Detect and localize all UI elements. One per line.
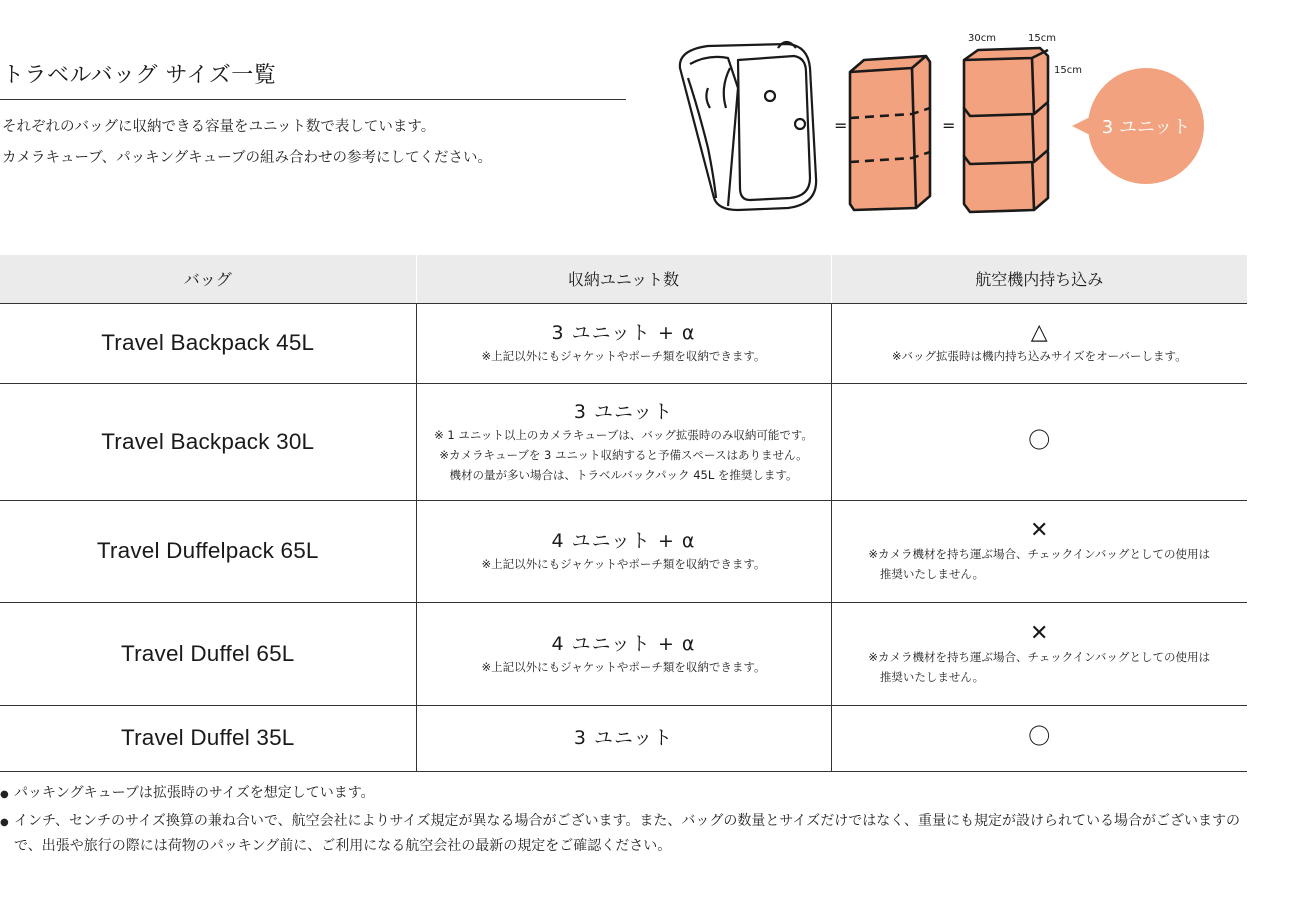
carry-on-symbol: 〇 (1028, 725, 1051, 750)
equals-sign: = (834, 116, 848, 135)
carry-on-note-line: ※カメラ機材を持ち運ぶ場合、チェックインバッグとしての使用は (868, 649, 1211, 664)
bag-name: Travel Backpack 45L (101, 330, 315, 355)
carry-on-symbol: △ (1030, 320, 1048, 345)
table-row (0, 500, 1247, 602)
table-row (0, 705, 1247, 771)
units-cell (416, 500, 831, 602)
dimension-label-width: 30cm (968, 33, 996, 44)
bag-name: Travel Duffelpack 65L (96, 538, 319, 563)
tall-cube-icon (850, 56, 930, 210)
dimension-label-depth: 15cm (1028, 33, 1056, 44)
carry-on-symbol: 〇 (1028, 428, 1051, 454)
unit-count: 4 ユニット + α (551, 530, 696, 552)
stacked-cubes-icon (964, 48, 1048, 212)
unit-count: 3 ユニット (573, 400, 674, 423)
unit-count: 3 ユニット + α (551, 322, 696, 344)
unit-count: 4 ユニット + α (551, 632, 696, 655)
unit-note: ※カメラキューブを 3 ユニット収納すると予備スペースはありません。 (439, 447, 808, 462)
units-cell (416, 303, 831, 383)
bag-name: Travel Duffel 35L (121, 725, 295, 750)
bag-cell (0, 383, 416, 500)
carry-on-note: ※バッグ拡張時は機内持ち込みサイズをオーバーします。 (891, 349, 1187, 363)
bag-name: Travel Backpack 30L (101, 428, 315, 454)
carry-on-cell (831, 602, 1247, 705)
carry-on-note-line: 推奨いたしません。 (868, 669, 985, 684)
units-cell (416, 602, 831, 705)
carry-on-note (868, 544, 1210, 584)
intro-line: カメラキューブ、パッキングキューブの組み合わせの参考にしてください。 (2, 150, 492, 166)
unit-note: ※ 1 ユニット以上のカメラキューブは、バッグ拡張時のみ収納可能です。 (434, 427, 813, 442)
unit-note: ※上記以外にもジャケットやポーチ類を収納できます。 (481, 659, 766, 674)
equals-sign: = (942, 116, 956, 135)
intro-line: それぞれのバッグに収納できる容量をユニット数で表しています。 (2, 119, 436, 135)
carry-on-note-line: 推奨いたしません。 (868, 567, 985, 581)
unit-badge-label: 3 ユニット (1101, 117, 1191, 138)
intro-text (2, 112, 492, 174)
unit-count: 3 ユニット (573, 727, 674, 749)
carry-on-cell (831, 705, 1247, 771)
column-header-bag: バッグ (0, 255, 416, 303)
footnotes (0, 781, 1260, 861)
title-divider (0, 99, 626, 100)
units-cell (416, 383, 831, 500)
unit-note: 機材の量が多い場合は、トラベルバックパック 45L を推奨します。 (449, 467, 798, 482)
unit-note: ※上記以外にもジャケットやポーチ類を収納できます。 (481, 557, 766, 571)
bag-cell (0, 500, 416, 602)
carry-on-cell (831, 303, 1247, 383)
carry-on-symbol: ✕ (1030, 620, 1049, 646)
column-header-carry-on: 航空機内持ち込み (831, 255, 1247, 303)
unit-illustration (668, 28, 1228, 218)
carry-on-note (868, 647, 1210, 687)
footnote-text: パッキングキューブは拡張時のサイズを想定しています。 (14, 785, 375, 801)
bag-cell (0, 705, 416, 771)
table-row (0, 602, 1247, 705)
bag-name: Travel Duffel 65L (121, 640, 295, 666)
units-cell (416, 705, 831, 771)
carry-on-cell (831, 383, 1247, 500)
bullet-icon: ● (0, 817, 9, 828)
carry-on-note-line: ※カメラ機材を持ち運ぶ場合、チェックインバッグとしての使用は (868, 547, 1211, 561)
column-header-units: 収納ユニット数 (416, 255, 831, 303)
table-header-row (0, 255, 1247, 303)
size-table (0, 255, 1247, 772)
footnote (0, 809, 1260, 859)
bag-cell (0, 602, 416, 705)
page-title: トラベルバッグ サイズ一覧 (2, 63, 277, 88)
dimension-label-height: 15cm (1054, 65, 1082, 76)
table-row (0, 303, 1247, 383)
table-row (0, 383, 1247, 500)
backpack-icon (680, 42, 816, 210)
footnote (0, 781, 1260, 807)
footnote-text: インチ、センチのサイズ換算の兼ね合いで、航空会社によりサイズ規定が異なる場合がございます。また、バッグの数量とサイズだけではなく、重量にも規定が設けられている場合がございますので、出張や旅行の際には荷物のパッキング前に、ご利用になる航空会社の最新の規定をご確認ください。 (14, 813, 1240, 854)
bullet-icon: ● (0, 789, 9, 800)
carry-on-symbol: ✕ (1030, 518, 1049, 543)
unit-note: ※上記以外にもジャケットやポーチ類を収納できます。 (481, 349, 766, 363)
bag-cell (0, 303, 416, 383)
carry-on-cell (831, 500, 1247, 602)
